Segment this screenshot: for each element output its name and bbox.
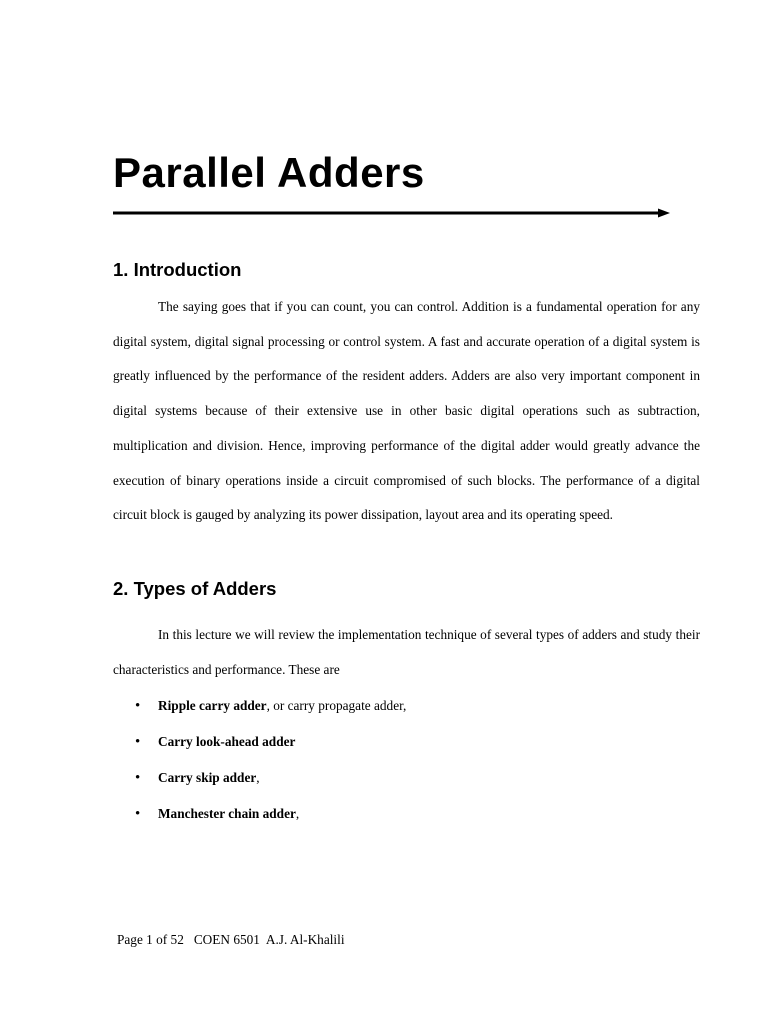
bullet-icon: • — [135, 698, 141, 714]
types-paragraph — [113, 618, 700, 687]
title-underline-arrow — [113, 205, 670, 221]
bullet-icon: • — [135, 770, 141, 786]
page-footer: Page 1 of 52 COEN 6501 A.J. Al-Khalili — [117, 932, 345, 947]
adder-types-list — [113, 688, 700, 832]
list-item-bold: Carry skip adder — [158, 770, 257, 785]
introduction-paragraph — [113, 290, 700, 533]
list-item — [113, 724, 700, 760]
list-item — [113, 760, 700, 796]
section-heading-introduction: 1. Introduction — [113, 259, 242, 280]
bullet-icon: • — [135, 734, 141, 750]
types-text: In this lecture we will review the implementation technique of several types of adders and study their characteristics and performance. These are — [113, 627, 700, 677]
list-item-rest: , or carry propagate adder, — [266, 698, 407, 713]
introduction-text: The saying goes that if you can count, you can control. Addition is a fundamental operation for any digital system, digital signal processing or control system. A fast and accurate operation of a digital system is greatly influenced by the performance of the resident adders. Adders are also very important component in digital systems because of their extensive use in other basic digital operations such as subtraction, multiplication and division. Hence, improving performance of the digital adder would greatly advance the execution of binary operations inside a circuit compromised of such blocks. The performance of a digital circuit block is gauged by analyzing its power dissipation, layout area and its operating speed. — [113, 299, 700, 523]
list-item-bold: Manchester chain adder — [158, 806, 296, 821]
list-item-bold: Ripple carry adder — [158, 698, 267, 713]
bullet-icon: • — [135, 806, 141, 822]
list-item-rest: , — [256, 770, 260, 785]
section-heading-types-of-adders: 2. Types of Adders — [113, 578, 277, 599]
list-item — [113, 688, 700, 724]
list-item — [113, 796, 700, 832]
list-item-rest: , — [295, 806, 300, 821]
list-item-bold: Carry look-ahead adder — [158, 734, 296, 749]
page-title: Parallel Adders — [113, 149, 425, 196]
